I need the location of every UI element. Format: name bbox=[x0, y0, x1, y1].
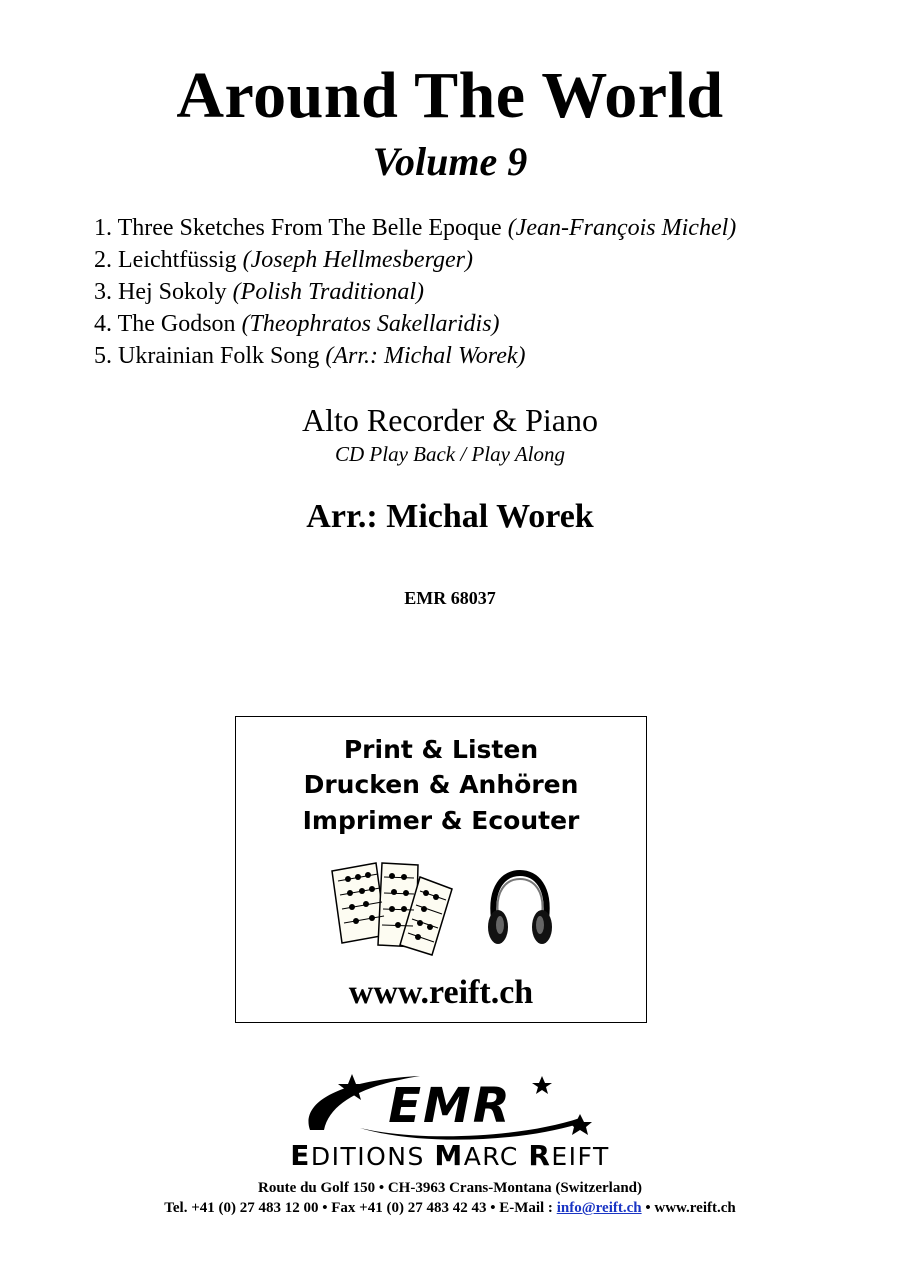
piece-title: 4. The Godson bbox=[94, 311, 236, 337]
page-title: Around The World bbox=[176, 59, 724, 132]
piece-item bbox=[94, 276, 874, 308]
piece-composer: (Jean-François Michel) bbox=[507, 215, 737, 241]
publisher-address: Route du Golf 150 • CH-3963 Crans-Montana (Switzerland) bbox=[258, 1180, 642, 1196]
publisher-name-rest: EIFT bbox=[551, 1142, 610, 1171]
publisher-name bbox=[230, 1140, 670, 1173]
publisher-name-cap: E bbox=[290, 1139, 311, 1172]
piece-list bbox=[94, 212, 874, 372]
piece-title: 2. Leichtfüssig bbox=[94, 247, 237, 273]
arranger: Arr.: Michal Worek bbox=[306, 498, 594, 535]
emr-logo bbox=[300, 1072, 600, 1142]
headphones-icon bbox=[484, 867, 556, 949]
box-line-english: Print & Listen bbox=[343, 735, 539, 764]
contact-website: • www.reift.ch bbox=[641, 1200, 736, 1216]
cd-info: CD Play Back / Play Along bbox=[335, 442, 565, 466]
publisher-name-rest: DITIONS bbox=[310, 1142, 435, 1171]
piece-title: 1. Three Sketches From The Belle Epoque bbox=[94, 215, 502, 241]
emr-logo-text: EMR bbox=[388, 1078, 512, 1134]
piece-composer: (Joseph Hellmesberger) bbox=[242, 247, 474, 273]
catalog-code: EMR 68037 bbox=[404, 588, 496, 608]
piece-item bbox=[94, 340, 874, 372]
sheet-music-icon bbox=[328, 857, 456, 957]
box-line-german: Drucken & Anhören bbox=[303, 770, 579, 799]
piece-composer: (Theophratos Sakellaridis) bbox=[241, 311, 500, 337]
publisher-contact bbox=[0, 1198, 900, 1218]
piece-title: 3. Hej Sokoly bbox=[94, 279, 227, 305]
email-link[interactable]: info@reift.ch bbox=[556, 1200, 642, 1216]
instrumentation: Alto Recorder & Piano bbox=[302, 402, 598, 438]
piece-title: 5. Ukrainian Folk Song bbox=[94, 343, 320, 369]
publisher-name-rest: ARC bbox=[463, 1142, 529, 1171]
box-website: www.reift.ch bbox=[348, 974, 534, 1011]
contact-phone-fax: Tel. +41 (0) 27 483 12 00 • Fax +41 (0) 27 483 42 43 • E-Mail : bbox=[164, 1200, 557, 1216]
publisher-name-cap: M bbox=[434, 1139, 464, 1172]
piece-composer: (Arr.: Michal Worek) bbox=[325, 343, 526, 369]
piece-item bbox=[94, 244, 874, 276]
box-line-french: Imprimer & Ecouter bbox=[302, 806, 580, 835]
piece-item bbox=[94, 308, 874, 340]
piece-composer: (Polish Traditional) bbox=[232, 279, 425, 305]
piece-item bbox=[94, 212, 874, 244]
print-listen-box bbox=[235, 716, 647, 1023]
volume-subtitle: Volume 9 bbox=[372, 139, 528, 184]
publisher-name-cap: R bbox=[528, 1139, 552, 1172]
